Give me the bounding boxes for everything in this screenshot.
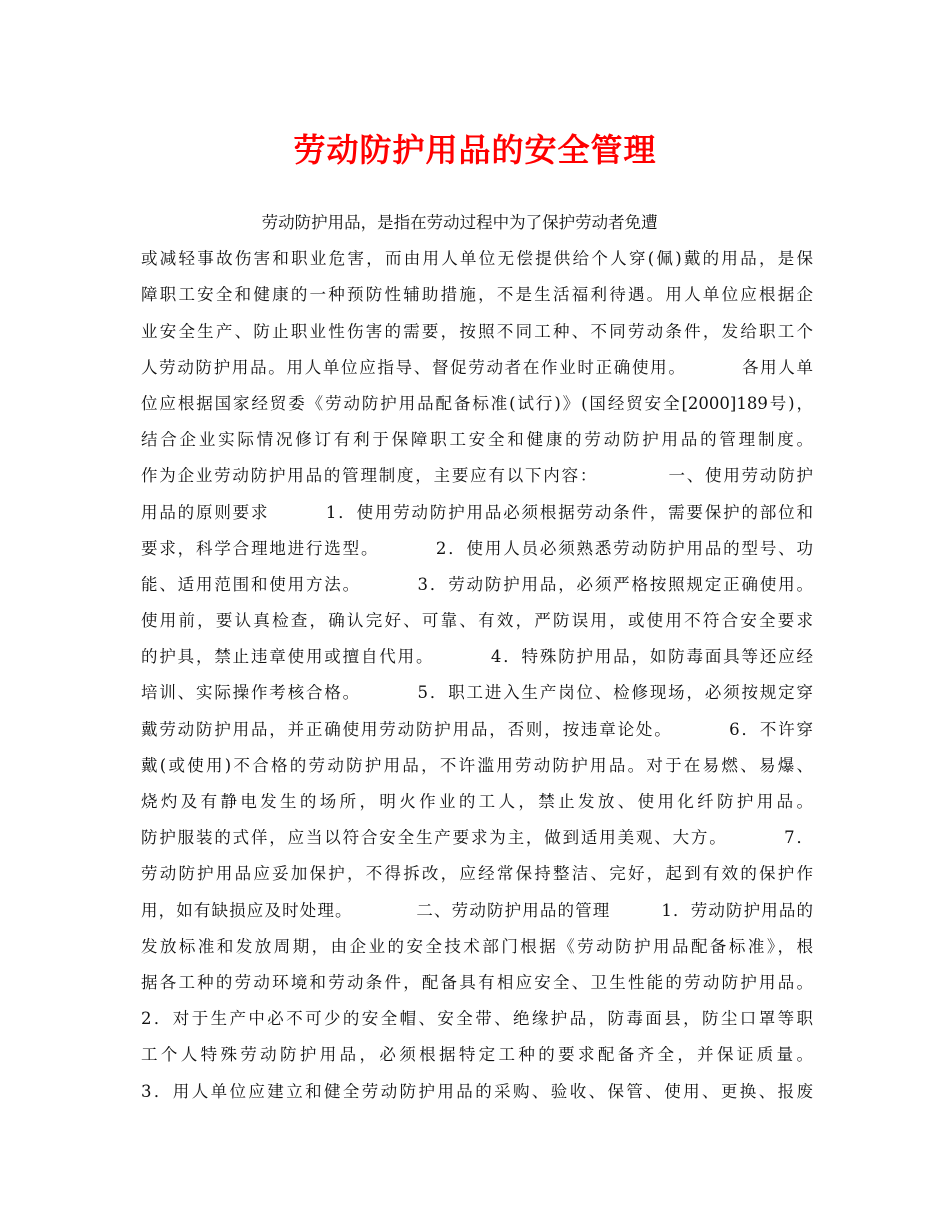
body-line: 业安全生产、防止职业性伤害的需要，按照不同工种、不同劳动条件，发给职工个 — [141, 321, 813, 341]
body-line: 据各工种的劳动环境和劳动条件，配备具有相应安全、卫生性能的劳动防护用品。 — [141, 972, 813, 992]
body-line: 人劳动防护用品。用人单位应指导、督促劳动者在作业时正确使用。 各用人单 — [141, 357, 813, 377]
body-line: 劳动防护用品，是指在劳动过程中为了保护劳动者免遭 — [141, 213, 658, 232]
body-line: 烧灼及有静电发生的场所，明火作业的工人，禁止发放、使用化纤防护用品。 — [141, 792, 813, 811]
body-line: 劳动防护用品应妥加保护，不得拆改，应经常保持整洁、完好，起到有效的保护作 — [141, 864, 813, 884]
body-line: 戴劳动防护用品，并正确使用劳动防护用品，否则，按违章论处。 6．不许穿 — [141, 719, 813, 739]
body-line: 用品的原则要求 1．使用劳动防护用品必须根据劳动条件，需要保护的部位和 — [141, 502, 813, 522]
body-line: 3．用人单位应建立和健全劳动防护用品的采购、验收、保管、使用、更换、报废 — [141, 1081, 813, 1101]
document-body — [141, 205, 813, 1110]
body-line: 防护服装的式佯，应当以符合安全生产要求为主，做到适用美观、大方。 7． — [141, 828, 813, 848]
body-line: 要求，科学合理地进行选型。 2．使用人员必须熟悉劳动防护用品的型号、功 — [141, 538, 813, 558]
body-line: 能、适用范围和使用方法。 3．劳动防护用品，必须严格按照规定正确使用。 — [141, 574, 813, 594]
body-line: 结合企业实际情况修订有利于保障职工安全和健康的劳动防护用品的管理制度。 — [141, 430, 813, 450]
body-line: 障职工安全和健康的一种预防性辅助措施，不是生活福利待遇。用人单位应根据企 — [141, 285, 813, 305]
body-line: 用，如有缺损应及时处理。 二、劳动防护用品的管理 1．劳动防护用品的 — [141, 900, 813, 920]
body-line: 发放标准和发放周期，由企业的安全技术部门根据《劳动防护用品配备标准》，根 — [141, 936, 813, 956]
body-line: 使用前，要认真检查，确认完好、可靠、有效，严防误用，或使用不符合安全要求 — [141, 611, 813, 631]
document-title: 劳动防护用品的安全管理 — [293, 131, 657, 169]
body-line: 工个人特殊劳动防护用品，必须根据特定工种的要求配备齐全，并保证质量。 — [141, 1045, 813, 1065]
body-line: 的护具，禁止违章使用或擅自代用。 4．特殊防护用品，如防毒面具等还应经 — [141, 647, 813, 667]
body-line: 位应根据国家经贸委《劳动防护用品配备标准(试行)》(国经贸安全[2000]189号)， — [141, 393, 813, 413]
body-line: 戴(或使用)不合格的劳动防护用品，不许滥用劳动防护用品。对于在易燃、易爆、 — [141, 755, 813, 775]
body-line: 或减轻事故伤害和职业危害，而由用人单位无偿提供给个人穿(佩)戴的用品，是保 — [141, 249, 813, 269]
body-line: 作为企业劳动防护用品的管理制度，主要应有以下内容： 一、使用劳动防护 — [141, 466, 813, 486]
body-line: 2．对于生产中必不可少的安全帽、安全带、绝缘护品，防毒面县，防尘口罩等职 — [141, 1009, 813, 1029]
body-line: 培训、实际操作考核合格。 5．职工进入生产岗位、检修现场，必须按规定穿 — [141, 683, 813, 703]
